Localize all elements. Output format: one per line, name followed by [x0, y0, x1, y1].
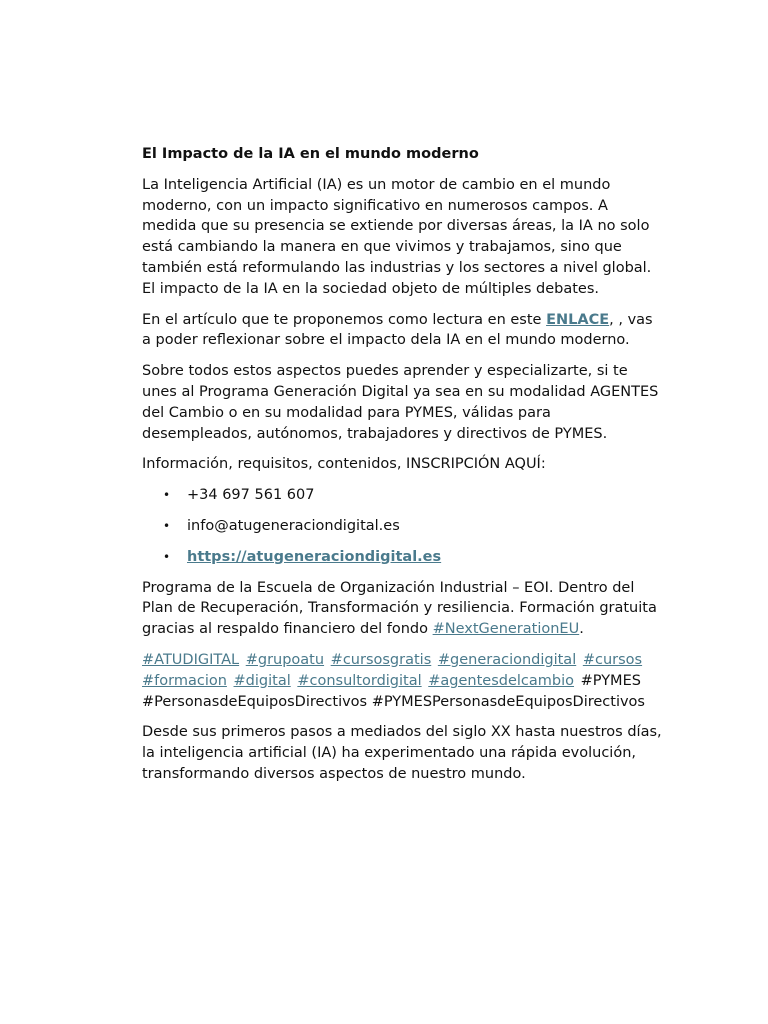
- website-link[interactable]: https://atugeneraciondigital.es: [187, 548, 442, 565]
- hashtag-link[interactable]: #ATUDIGITAL: [142, 651, 240, 668]
- contact-email: • info@atugeneraciondigital.es: [187, 516, 662, 537]
- info-heading: Información, requisitos, contenidos, INSCRIPCIÓN AQUÍ:: [142, 456, 546, 473]
- eoi-paragraph-end: .: [579, 621, 584, 638]
- nextgenerationeu-link[interactable]: #NextGenerationEU: [432, 621, 580, 638]
- contact-list: [142, 485, 662, 567]
- hashtag-link[interactable]: #grupoatu: [245, 651, 325, 668]
- hashtag-link[interactable]: #agentesdelcambio: [428, 672, 575, 689]
- eoi-paragraph-text: Programa de la Escuela de Organización Industrial – EOI. Dentro del Plan de Recuperación, Transformación y resiliencia. Formación gratuita gracias al respaldo financiero del fondo: [142, 579, 657, 638]
- link-paragraph-before: En el artículo que te proponemos como lectura en este: [142, 311, 547, 328]
- link-paragraph-after: , , vas a poder reflexionar sobre el impacto dela IA en el mundo moderno.: [142, 311, 653, 349]
- hashtag-link[interactable]: #consultordigital: [297, 672, 422, 689]
- hashtags-plain: #PYMES #PersonasdeEquiposDirectivos #PYMESPersonasdeEquiposDirectivos: [142, 672, 645, 710]
- hashtag-link[interactable]: #formacion: [142, 672, 227, 689]
- hashtag-link[interactable]: #cursos: [582, 651, 643, 668]
- enlace-link[interactable]: ENLACE: [546, 311, 610, 328]
- closing-paragraph: Desde sus primeros pasos a mediados del siglo XX hasta nuestros días, la inteligencia artificial (IA) ha experimentado una rápida evolución, transformando diversos aspectos de nuestro mundo.: [142, 724, 662, 782]
- program-paragraph: Sobre todos estos aspectos puedes aprender y especializarte, si te unes al Programa Generación Digital ya sea en su modalidad AGENTES del Cambio o en su modalidad para PYMES, válidas para desempleados, autónomos, trabajadores y directivos de PYMES.: [142, 363, 659, 442]
- article: [142, 144, 662, 795]
- article-title: El Impacto de la IA en el mundo moderno: [142, 146, 479, 162]
- intro-paragraph: La Inteligencia Artificial (IA) es un motor de cambio en el mundo moderno, con un impacto significativo en numerosos campos. A medida que su presencia se extiende por diversas áreas, la IA no solo está cambiando la manera en que vivimos y trabajamos, sino que también está reformulando las industrias y los sectores a nivel global. El impacto de la IA en la sociedad objeto de múltiples debates.: [142, 176, 652, 297]
- hashtags-paragraph: [142, 650, 662, 712]
- link-paragraph: [142, 310, 662, 352]
- eoi-paragraph: [142, 578, 662, 640]
- hashtag-link[interactable]: #digital: [233, 672, 291, 689]
- contact-website-item: [187, 547, 662, 568]
- hashtag-link[interactable]: #cursosgratis: [330, 651, 432, 668]
- hashtag-link[interactable]: #generaciondigital: [437, 651, 577, 668]
- contact-phone: • +34 697 561 607: [187, 485, 662, 506]
